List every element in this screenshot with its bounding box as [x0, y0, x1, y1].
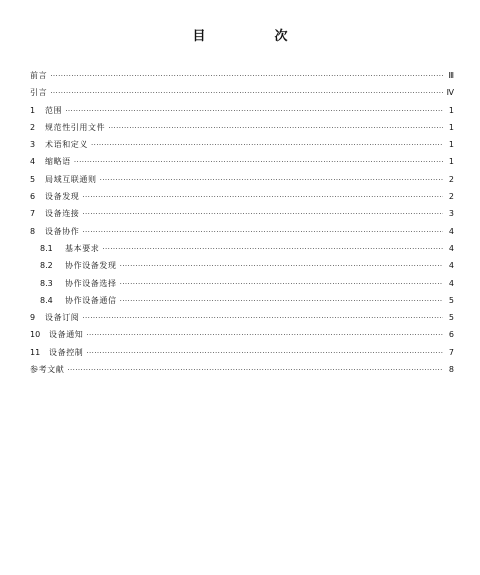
toc-entry-label: 规范性引用文件 [45, 122, 106, 132]
toc-entry-number: 8.4 [40, 295, 53, 305]
dot-leader [86, 327, 443, 344]
dot-leader [100, 172, 443, 189]
toc-entry-page: 2 [448, 192, 454, 202]
dot-leader [50, 68, 443, 85]
toc-entry-number: 8.2 [40, 261, 53, 271]
toc-entry[interactable] [30, 344, 454, 361]
dot-leader [102, 241, 443, 258]
dot-leader [82, 224, 443, 241]
toc-entry-number: 8 [30, 226, 36, 236]
toc-entry-label: 缩略语 [45, 157, 71, 167]
toc-entry-page: 1 [448, 105, 454, 115]
toc-entry[interactable] [30, 136, 454, 153]
toc-entry-number: 7 [30, 209, 36, 219]
toc-entry-page: 4 [448, 261, 454, 271]
toc-entry[interactable] [30, 326, 454, 343]
dot-leader [108, 120, 443, 137]
toc-entry[interactable] [30, 309, 454, 326]
toc-entry[interactable] [30, 257, 454, 274]
toc-entry-page: 1 [448, 157, 454, 167]
toc-entry[interactable] [30, 67, 454, 84]
toc-entry-label: 协作设备选择 [65, 278, 117, 288]
dot-leader [120, 258, 443, 275]
toc-entry-label: 设备发现 [45, 192, 80, 202]
toc-entry-label: 前言 [30, 71, 48, 80]
toc-entry-page: 4 [448, 226, 454, 236]
dot-leader [67, 362, 443, 379]
toc-entry[interactable] [30, 223, 454, 240]
toc-entry-label: 协作设备发现 [65, 261, 117, 271]
toc-entry[interactable] [30, 205, 454, 222]
toc-entry-number: 9 [30, 313, 36, 323]
toc-entry-label: 局域互联通则 [45, 174, 97, 184]
toc-entry-page: 8 [448, 365, 454, 375]
toc-entry-number: 2 [30, 122, 36, 132]
toc-entry-page: 4 [448, 243, 454, 253]
toc-entry[interactable] [30, 84, 454, 101]
toc-entry[interactable] [30, 361, 454, 378]
toc-entry-page: 5 [448, 313, 454, 323]
toc-entry[interactable] [30, 275, 454, 292]
toc-entry-page: 1 [448, 140, 454, 150]
toc-entry[interactable] [30, 102, 454, 119]
toc-entry-label: 引言 [30, 88, 48, 98]
toc-title: 目 次 [192, 29, 316, 44]
toc-entry[interactable] [30, 171, 454, 188]
toc-entry-number: 10 [30, 330, 41, 340]
toc-entry-page: Ⅲ [448, 71, 454, 80]
toc-entry-label: 范围 [45, 105, 63, 115]
dot-leader [120, 276, 443, 293]
toc-entry-label: 协作设备通信 [65, 295, 117, 305]
dot-leader [82, 206, 443, 223]
toc-entry-number: 5 [30, 174, 36, 184]
dot-leader [65, 103, 443, 120]
toc-entry[interactable] [30, 292, 454, 309]
toc-entry-label: 设备订阅 [45, 313, 80, 323]
toc-entry-label: 设备连接 [45, 209, 80, 219]
toc-entry[interactable] [30, 153, 454, 170]
toc-entry-number: 8.1 [40, 243, 53, 253]
toc-entry-number: 3 [30, 140, 36, 150]
toc-entry-label: 设备控制 [49, 347, 84, 357]
toc-entry-number: 8.3 [40, 278, 53, 288]
dot-leader [120, 293, 443, 310]
table-of-contents [30, 67, 454, 378]
toc-entry-label: 术语和定义 [45, 140, 88, 150]
dot-leader [74, 154, 443, 171]
toc-entry-page: 4 [448, 278, 454, 288]
toc-entry-page: 1 [448, 122, 454, 132]
dot-leader [91, 137, 443, 154]
dot-leader [86, 345, 443, 362]
toc-entry-page: Ⅳ [446, 88, 454, 98]
toc-entry[interactable] [30, 188, 454, 205]
toc-entry-page: 6 [448, 330, 454, 340]
dot-leader [82, 310, 443, 327]
toc-entry-number: 11 [30, 347, 41, 357]
toc-entry-label: 基本要求 [65, 243, 100, 253]
toc-entry-page: 5 [448, 295, 454, 305]
dot-leader [82, 189, 443, 206]
toc-entry-page: 3 [448, 209, 454, 219]
toc-entry[interactable] [30, 240, 454, 257]
toc-entry-number: 1 [30, 105, 36, 115]
toc-entry-number: 4 [30, 157, 36, 167]
toc-entry-page: 7 [448, 347, 454, 357]
toc-entry-label: 设备通知 [49, 330, 84, 340]
toc-entry-number: 6 [30, 192, 36, 202]
toc-entry[interactable] [30, 119, 454, 136]
dot-leader [50, 85, 443, 102]
toc-entry-page: 2 [448, 174, 454, 184]
toc-entry-label: 参考文献 [30, 365, 65, 375]
toc-entry-label: 设备协作 [45, 226, 80, 236]
